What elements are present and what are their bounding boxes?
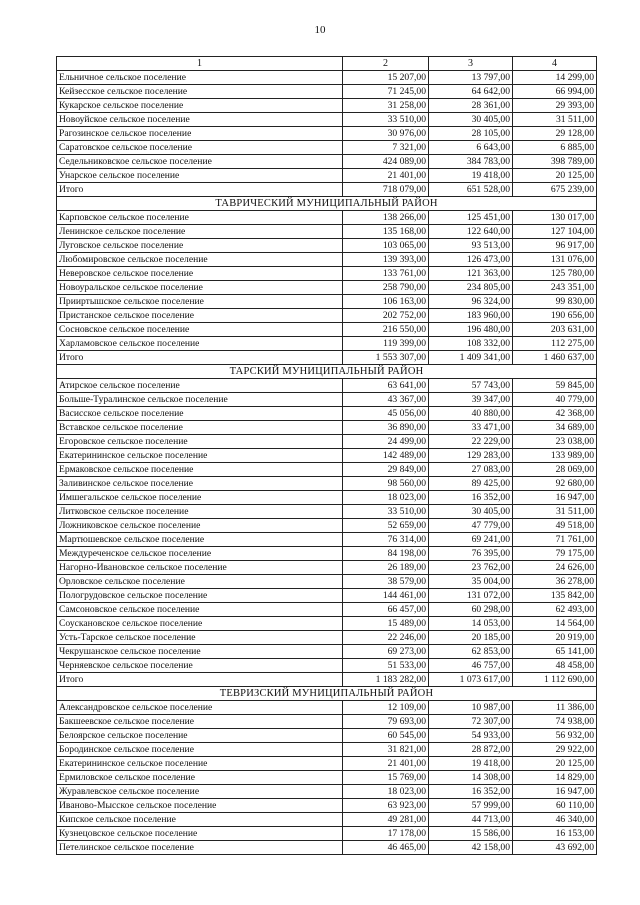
amount-col-2: 138 266,00 bbox=[343, 211, 429, 225]
table-row bbox=[57, 505, 597, 519]
amount-col-4: 6 885,00 bbox=[513, 141, 597, 155]
amount-col-4: 28 069,00 bbox=[513, 463, 597, 477]
amount-col-2: 135 168,00 bbox=[343, 225, 429, 239]
amount-col-2: 12 109,00 bbox=[343, 701, 429, 715]
table-row bbox=[57, 225, 597, 239]
amount-col-4: 29 922,00 bbox=[513, 743, 597, 757]
amount-col-3: 93 513,00 bbox=[429, 239, 513, 253]
amount-col-3: 125 451,00 bbox=[429, 211, 513, 225]
amount-col-2: 15 489,00 bbox=[343, 617, 429, 631]
table-row bbox=[57, 435, 597, 449]
column-number-row bbox=[57, 57, 597, 71]
table-row bbox=[57, 309, 597, 323]
settlement-name: Междуреченское сельское поселение bbox=[57, 547, 343, 561]
district-title: ТАРСКИЙ МУНИЦИПАЛЬНЫЙ РАЙОН bbox=[57, 365, 597, 379]
amount-col-4: 130 017,00 bbox=[513, 211, 597, 225]
settlement-name: Заливинское сельское поселение bbox=[57, 477, 343, 491]
amount-col-4: 24 626,00 bbox=[513, 561, 597, 575]
amount-col-2: 15 769,00 bbox=[343, 771, 429, 785]
settlement-name: Кейзесское сельское поселение bbox=[57, 85, 343, 99]
amount-col-4: 62 493,00 bbox=[513, 603, 597, 617]
column-number-4: 4 bbox=[513, 57, 597, 71]
table-row bbox=[57, 813, 597, 827]
table-row bbox=[57, 799, 597, 813]
amount-col-4: 92 680,00 bbox=[513, 477, 597, 491]
amount-col-3: 13 797,00 bbox=[429, 71, 513, 85]
table-row bbox=[57, 617, 597, 631]
amount-col-3: 72 307,00 bbox=[429, 715, 513, 729]
amount-col-2: 17 178,00 bbox=[343, 827, 429, 841]
settlement-name: Атирское сельское поселение bbox=[57, 379, 343, 393]
table-row bbox=[57, 463, 597, 477]
amount-col-2: 144 461,00 bbox=[343, 589, 429, 603]
amount-col-2: 18 023,00 bbox=[343, 491, 429, 505]
total-col-4: 1 460 637,00 bbox=[513, 351, 597, 365]
amount-col-4: 66 994,00 bbox=[513, 85, 597, 99]
amount-col-2: 76 314,00 bbox=[343, 533, 429, 547]
amount-col-3: 96 324,00 bbox=[429, 295, 513, 309]
amount-col-3: 69 241,00 bbox=[429, 533, 513, 547]
amount-col-2: 29 849,00 bbox=[343, 463, 429, 477]
table-row bbox=[57, 421, 597, 435]
settlement-name: Имшегальское сельское поселение bbox=[57, 491, 343, 505]
settlement-name: Вставское сельское поселение bbox=[57, 421, 343, 435]
amount-col-3: 126 473,00 bbox=[429, 253, 513, 267]
amount-col-3: 6 643,00 bbox=[429, 141, 513, 155]
table-row bbox=[57, 211, 597, 225]
amount-col-3: 28 361,00 bbox=[429, 99, 513, 113]
settlement-name: Новоуйское сельское поселение bbox=[57, 113, 343, 127]
amount-col-4: 112 275,00 bbox=[513, 337, 597, 351]
amount-col-4: 14 829,00 bbox=[513, 771, 597, 785]
amount-col-2: 30 976,00 bbox=[343, 127, 429, 141]
amount-col-3: 57 999,00 bbox=[429, 799, 513, 813]
amount-col-4: 14 299,00 bbox=[513, 71, 597, 85]
settlement-name: Кипское сельское поселение bbox=[57, 813, 343, 827]
amount-col-2: 31 258,00 bbox=[343, 99, 429, 113]
amount-col-4: 243 351,00 bbox=[513, 281, 597, 295]
amount-col-2: 63 641,00 bbox=[343, 379, 429, 393]
settlement-name: Харламовское сельское поселение bbox=[57, 337, 343, 351]
total-col-3: 1 409 341,00 bbox=[429, 351, 513, 365]
amount-col-2: 49 281,00 bbox=[343, 813, 429, 827]
column-number-2: 2 bbox=[343, 57, 429, 71]
settlement-name: Сосновское сельское поселение bbox=[57, 323, 343, 337]
amount-col-4: 36 278,00 bbox=[513, 575, 597, 589]
page-number: 10 bbox=[314, 24, 326, 36]
settlement-name: Иваново-Мысское сельское поселение bbox=[57, 799, 343, 813]
amount-col-4: 16 947,00 bbox=[513, 785, 597, 799]
amount-col-2: 21 401,00 bbox=[343, 757, 429, 771]
amount-col-3: 14 308,00 bbox=[429, 771, 513, 785]
amount-col-3: 196 480,00 bbox=[429, 323, 513, 337]
amount-col-3: 28 105,00 bbox=[429, 127, 513, 141]
amount-col-4: 20 125,00 bbox=[513, 169, 597, 183]
amount-col-2: 52 659,00 bbox=[343, 519, 429, 533]
amount-col-2: 119 399,00 bbox=[343, 337, 429, 351]
total-col-3: 651 528,00 bbox=[429, 183, 513, 197]
table-row bbox=[57, 393, 597, 407]
amount-col-2: 258 790,00 bbox=[343, 281, 429, 295]
amount-col-4: 190 656,00 bbox=[513, 309, 597, 323]
settlement-name: Ермаковское сельское поселение bbox=[57, 463, 343, 477]
settlement-name: Орловское сельское поселение bbox=[57, 575, 343, 589]
settlement-name: Бородинское сельское поселение bbox=[57, 743, 343, 757]
amount-col-2: 33 510,00 bbox=[343, 113, 429, 127]
amount-col-3: 64 642,00 bbox=[429, 85, 513, 99]
table-row bbox=[57, 491, 597, 505]
amount-col-4: 79 175,00 bbox=[513, 547, 597, 561]
amount-col-3: 28 872,00 bbox=[429, 743, 513, 757]
settlement-name: Ленинское сельское поселение bbox=[57, 225, 343, 239]
table-row bbox=[57, 561, 597, 575]
table-row bbox=[57, 155, 597, 169]
amount-col-3: 57 743,00 bbox=[429, 379, 513, 393]
settlement-name: Егоровское сельское поселение bbox=[57, 435, 343, 449]
amount-col-3: 62 853,00 bbox=[429, 645, 513, 659]
total-col-2: 1 183 282,00 bbox=[343, 673, 429, 687]
amount-col-4: 20 919,00 bbox=[513, 631, 597, 645]
amount-col-2: 31 821,00 bbox=[343, 743, 429, 757]
district-header-row bbox=[57, 365, 597, 379]
amount-col-3: 33 471,00 bbox=[429, 421, 513, 435]
amount-col-4: 127 104,00 bbox=[513, 225, 597, 239]
table-row bbox=[57, 99, 597, 113]
table-row bbox=[57, 743, 597, 757]
amount-col-2: 216 550,00 bbox=[343, 323, 429, 337]
amount-col-2: 202 752,00 bbox=[343, 309, 429, 323]
amount-col-4: 56 932,00 bbox=[513, 729, 597, 743]
amount-col-4: 96 917,00 bbox=[513, 239, 597, 253]
table-row bbox=[57, 603, 597, 617]
table-row bbox=[57, 477, 597, 491]
table-row bbox=[57, 127, 597, 141]
settlement-name: Самсоновское сельское поселение bbox=[57, 603, 343, 617]
amount-col-2: 66 457,00 bbox=[343, 603, 429, 617]
district-header-row bbox=[57, 197, 597, 211]
amount-col-2: 38 579,00 bbox=[343, 575, 429, 589]
settlement-name: Соускановское сельское поселение bbox=[57, 617, 343, 631]
amount-col-4: 14 564,00 bbox=[513, 617, 597, 631]
table-row bbox=[57, 407, 597, 421]
amount-col-4: 42 368,00 bbox=[513, 407, 597, 421]
settlement-name: Кузнецовское сельское поселение bbox=[57, 827, 343, 841]
amount-col-4: 65 141,00 bbox=[513, 645, 597, 659]
amount-col-4: 43 692,00 bbox=[513, 841, 597, 855]
amount-col-2: 60 545,00 bbox=[343, 729, 429, 743]
amount-col-4: 59 845,00 bbox=[513, 379, 597, 393]
amount-col-2: 45 056,00 bbox=[343, 407, 429, 421]
district-header-row bbox=[57, 687, 597, 701]
table-row bbox=[57, 113, 597, 127]
amount-col-4: 20 125,00 bbox=[513, 757, 597, 771]
amount-col-3: 122 640,00 bbox=[429, 225, 513, 239]
amount-col-3: 30 405,00 bbox=[429, 113, 513, 127]
settlement-name: Седельниковское сельское поселение bbox=[57, 155, 343, 169]
amount-col-4: 99 830,00 bbox=[513, 295, 597, 309]
amount-col-3: 108 332,00 bbox=[429, 337, 513, 351]
amount-col-2: 43 367,00 bbox=[343, 393, 429, 407]
amount-col-3: 23 762,00 bbox=[429, 561, 513, 575]
settlement-name: Белоярское сельское поселение bbox=[57, 729, 343, 743]
settlement-name: Васисское сельское поселение bbox=[57, 407, 343, 421]
settlement-name: Ложниковское сельское поселение bbox=[57, 519, 343, 533]
amount-col-2: 33 510,00 bbox=[343, 505, 429, 519]
amount-col-2: 36 890,00 bbox=[343, 421, 429, 435]
amount-col-3: 47 779,00 bbox=[429, 519, 513, 533]
amount-col-3: 10 987,00 bbox=[429, 701, 513, 715]
settlement-name: Усть-Тарское сельское поселение bbox=[57, 631, 343, 645]
amount-col-2: 22 246,00 bbox=[343, 631, 429, 645]
total-col-2: 1 553 307,00 bbox=[343, 351, 429, 365]
settlement-name: Бакшеевское сельское поселение bbox=[57, 715, 343, 729]
amount-col-3: 89 425,00 bbox=[429, 477, 513, 491]
settlement-name: Любомировское сельское поселение bbox=[57, 253, 343, 267]
table-row bbox=[57, 715, 597, 729]
amount-col-4: 131 076,00 bbox=[513, 253, 597, 267]
settlement-name: Пологрудовское сельское поселение bbox=[57, 589, 343, 603]
amount-col-3: 39 347,00 bbox=[429, 393, 513, 407]
amount-col-2: 15 207,00 bbox=[343, 71, 429, 85]
amount-col-4: 74 938,00 bbox=[513, 715, 597, 729]
amount-col-3: 234 805,00 bbox=[429, 281, 513, 295]
amount-col-3: 44 713,00 bbox=[429, 813, 513, 827]
amount-col-2: 69 273,00 bbox=[343, 645, 429, 659]
amount-col-4: 31 511,00 bbox=[513, 505, 597, 519]
settlement-name: Унарское сельское поселение bbox=[57, 169, 343, 183]
amount-col-3: 121 363,00 bbox=[429, 267, 513, 281]
amount-col-4: 398 789,00 bbox=[513, 155, 597, 169]
amount-col-4: 34 689,00 bbox=[513, 421, 597, 435]
table-row bbox=[57, 841, 597, 855]
settlement-name: Рагозинское сельское поселение bbox=[57, 127, 343, 141]
amount-col-4: 23 038,00 bbox=[513, 435, 597, 449]
district-title: ТЕВРИЗСКИЙ МУНИЦИПАЛЬНЫЙ РАЙОН bbox=[57, 687, 597, 701]
amount-col-3: 60 298,00 bbox=[429, 603, 513, 617]
amount-col-3: 19 418,00 bbox=[429, 169, 513, 183]
settlement-name: Прииртышское сельское поселение bbox=[57, 295, 343, 309]
amount-col-2: 46 465,00 bbox=[343, 841, 429, 855]
amount-col-3: 35 004,00 bbox=[429, 575, 513, 589]
amount-col-4: 40 779,00 bbox=[513, 393, 597, 407]
table-row bbox=[57, 449, 597, 463]
amount-col-2: 21 401,00 bbox=[343, 169, 429, 183]
amount-col-4: 125 780,00 bbox=[513, 267, 597, 281]
amount-col-3: 20 185,00 bbox=[429, 631, 513, 645]
amount-col-4: 60 110,00 bbox=[513, 799, 597, 813]
table-row bbox=[57, 519, 597, 533]
total-row bbox=[57, 351, 597, 365]
settlement-name: Саратовское сельское поселение bbox=[57, 141, 343, 155]
amount-col-4: 16 153,00 bbox=[513, 827, 597, 841]
table-row bbox=[57, 575, 597, 589]
amount-col-3: 46 757,00 bbox=[429, 659, 513, 673]
table-row bbox=[57, 169, 597, 183]
amount-col-4: 31 511,00 bbox=[513, 113, 597, 127]
amount-col-2: 71 245,00 bbox=[343, 85, 429, 99]
table-row bbox=[57, 533, 597, 547]
amount-col-3: 19 418,00 bbox=[429, 757, 513, 771]
amount-col-2: 51 533,00 bbox=[343, 659, 429, 673]
amount-col-4: 71 761,00 bbox=[513, 533, 597, 547]
amount-col-4: 135 842,00 bbox=[513, 589, 597, 603]
amount-col-3: 30 405,00 bbox=[429, 505, 513, 519]
table-row bbox=[57, 141, 597, 155]
table-row bbox=[57, 589, 597, 603]
table-row bbox=[57, 337, 597, 351]
table-row bbox=[57, 253, 597, 267]
table-row bbox=[57, 281, 597, 295]
amount-col-3: 16 352,00 bbox=[429, 491, 513, 505]
amount-col-3: 16 352,00 bbox=[429, 785, 513, 799]
table-row bbox=[57, 239, 597, 253]
amount-col-2: 79 693,00 bbox=[343, 715, 429, 729]
settlement-name: Журавлевское сельское поселение bbox=[57, 785, 343, 799]
amount-col-4: 46 340,00 bbox=[513, 813, 597, 827]
amount-col-2: 133 761,00 bbox=[343, 267, 429, 281]
total-col-2: 718 079,00 bbox=[343, 183, 429, 197]
total-label: Итого bbox=[57, 351, 343, 365]
table-row bbox=[57, 771, 597, 785]
column-number-3: 3 bbox=[429, 57, 513, 71]
amount-col-2: 98 560,00 bbox=[343, 477, 429, 491]
amount-col-4: 29 128,00 bbox=[513, 127, 597, 141]
table-row bbox=[57, 267, 597, 281]
amount-col-3: 42 158,00 bbox=[429, 841, 513, 855]
amount-col-2: 103 065,00 bbox=[343, 239, 429, 253]
table-row bbox=[57, 295, 597, 309]
settlement-name: Ельничное сельское поселение bbox=[57, 71, 343, 85]
amount-col-3: 15 586,00 bbox=[429, 827, 513, 841]
table-row bbox=[57, 645, 597, 659]
settlement-name: Екатерининское сельское поселение bbox=[57, 449, 343, 463]
settlement-name: Ермиловское сельское поселение bbox=[57, 771, 343, 785]
settlement-name: Новоуральское сельское поселение bbox=[57, 281, 343, 295]
budget-table-body bbox=[57, 57, 597, 855]
amount-col-3: 14 053,00 bbox=[429, 617, 513, 631]
amount-col-4: 203 631,00 bbox=[513, 323, 597, 337]
amount-col-3: 22 229,00 bbox=[429, 435, 513, 449]
settlement-name: Екатерининское сельское поселение bbox=[57, 757, 343, 771]
amount-col-2: 24 499,00 bbox=[343, 435, 429, 449]
table-row bbox=[57, 785, 597, 799]
table-row bbox=[57, 757, 597, 771]
amount-col-2: 142 489,00 bbox=[343, 449, 429, 463]
budget-table bbox=[56, 56, 597, 855]
table-row bbox=[57, 659, 597, 673]
table-row bbox=[57, 547, 597, 561]
amount-col-4: 29 393,00 bbox=[513, 99, 597, 113]
amount-col-3: 40 880,00 bbox=[429, 407, 513, 421]
settlement-name: Карповское сельское поселение bbox=[57, 211, 343, 225]
table-row bbox=[57, 631, 597, 645]
total-row bbox=[57, 183, 597, 197]
amount-col-3: 129 283,00 bbox=[429, 449, 513, 463]
district-title: ТАВРИЧЕСКИЙ МУНИЦИПАЛЬНЫЙ РАЙОН bbox=[57, 197, 597, 211]
total-col-4: 675 239,00 bbox=[513, 183, 597, 197]
total-label: Итого bbox=[57, 673, 343, 687]
amount-col-2: 7 321,00 bbox=[343, 141, 429, 155]
amount-col-2: 139 393,00 bbox=[343, 253, 429, 267]
settlement-name: Чекрушанское сельское поселение bbox=[57, 645, 343, 659]
amount-col-4: 11 386,00 bbox=[513, 701, 597, 715]
amount-col-2: 63 923,00 bbox=[343, 799, 429, 813]
settlement-name: Неверовское сельское поселение bbox=[57, 267, 343, 281]
column-number-1: 1 bbox=[57, 57, 343, 71]
amount-col-3: 27 083,00 bbox=[429, 463, 513, 477]
table-row bbox=[57, 323, 597, 337]
settlement-name: Черняевское сельское поселение bbox=[57, 659, 343, 673]
amount-col-4: 49 518,00 bbox=[513, 519, 597, 533]
table-row bbox=[57, 85, 597, 99]
amount-col-4: 16 947,00 bbox=[513, 491, 597, 505]
settlement-name: Больше-Туралинское сельское поселение bbox=[57, 393, 343, 407]
amount-col-3: 131 072,00 bbox=[429, 589, 513, 603]
settlement-name: Александровское сельское поселение bbox=[57, 701, 343, 715]
amount-col-2: 26 189,00 bbox=[343, 561, 429, 575]
amount-col-2: 84 198,00 bbox=[343, 547, 429, 561]
table-row bbox=[57, 827, 597, 841]
settlement-name: Пристанское сельское поселение bbox=[57, 309, 343, 323]
amount-col-4: 48 458,00 bbox=[513, 659, 597, 673]
settlement-name: Нагорно-Ивановское сельское поселение bbox=[57, 561, 343, 575]
total-col-3: 1 073 617,00 bbox=[429, 673, 513, 687]
settlement-name: Луговское сельское поселение bbox=[57, 239, 343, 253]
amount-col-2: 106 163,00 bbox=[343, 295, 429, 309]
total-label: Итого bbox=[57, 183, 343, 197]
settlement-name: Мартюшевское сельское поселение bbox=[57, 533, 343, 547]
amount-col-3: 54 933,00 bbox=[429, 729, 513, 743]
settlement-name: Литковское сельское поселение bbox=[57, 505, 343, 519]
settlement-name: Петелинское сельское поселение bbox=[57, 841, 343, 855]
amount-col-3: 76 395,00 bbox=[429, 547, 513, 561]
total-col-4: 1 112 690,00 bbox=[513, 673, 597, 687]
amount-col-2: 424 089,00 bbox=[343, 155, 429, 169]
amount-col-3: 183 960,00 bbox=[429, 309, 513, 323]
table-row bbox=[57, 71, 597, 85]
table-row bbox=[57, 701, 597, 715]
amount-col-3: 384 783,00 bbox=[429, 155, 513, 169]
table-row bbox=[57, 729, 597, 743]
total-row bbox=[57, 673, 597, 687]
table-row bbox=[57, 379, 597, 393]
settlement-name: Кукарское сельское поселение bbox=[57, 99, 343, 113]
amount-col-4: 133 989,00 bbox=[513, 449, 597, 463]
amount-col-2: 18 023,00 bbox=[343, 785, 429, 799]
